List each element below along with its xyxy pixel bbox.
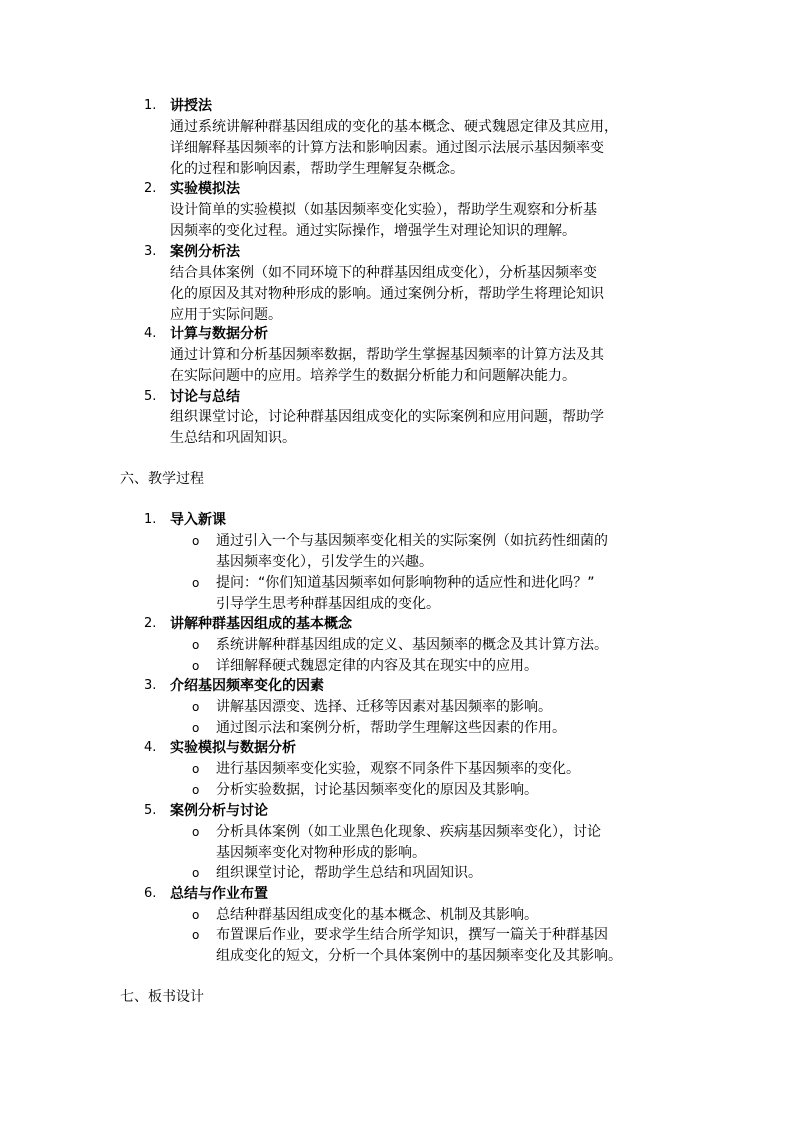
text-line: 因频率的变化过程。通过实际操作，增强学生对理论知识的理解。 bbox=[170, 222, 576, 239]
section-heading-teaching-process: 六、教学过程 bbox=[120, 471, 204, 487]
step-title: 总结与作业布置 bbox=[170, 886, 268, 902]
method-title: 案例分析法 bbox=[170, 244, 240, 260]
bullet-icon: o bbox=[192, 638, 200, 652]
bullet-icon: o bbox=[192, 721, 200, 735]
text-line: 分析实验数据，讨论基因频率变化的原因及其影响。 bbox=[216, 782, 538, 798]
text-line: 详细解释硬式魏恩定律的内容及其在现实中的应用。 bbox=[216, 658, 538, 674]
text-line: 组织课堂讨论，帮助学生总结和巩固知识。 bbox=[216, 865, 482, 881]
text-line: 详细解释基因频率的计算方法和影响因素。通过图示法展示基因频率变 bbox=[170, 139, 604, 156]
text-line: 生总结和巩固知识。 bbox=[170, 429, 296, 446]
method-title: 讨论与总结 bbox=[170, 389, 240, 405]
bullet-icon: o bbox=[192, 908, 200, 922]
bullet-icon: o bbox=[192, 659, 200, 673]
text-line: 通过计算和分析基因频率数据，帮助学生掌握基因频率的计算方法及其 bbox=[170, 347, 604, 363]
text-line: 结合具体案例（如不同环境下的种群基因组成变化），分析基因频率变 bbox=[170, 265, 597, 281]
bullet-text bbox=[216, 573, 686, 615]
bullet-text bbox=[216, 822, 686, 864]
method-description bbox=[170, 263, 690, 325]
text-line: 化的原因及其对物种形成的影响。通过案例分析，帮助学生将理论知识 bbox=[170, 285, 604, 302]
bullet-text bbox=[216, 863, 686, 884]
text-line: 布置课后作业，要求学生结合所学知识，撰写一篇关于种群基因 bbox=[216, 927, 608, 943]
bullet-text bbox=[216, 759, 686, 780]
bullet-text bbox=[216, 697, 686, 718]
text-line: 进行基因频率变化实验，观察不同条件下基因频率的变化。 bbox=[216, 761, 580, 777]
method-description bbox=[170, 117, 690, 179]
text-line: 通过系统讲解种群基因组成的变化的基本概念、硬式魏恩定律及其应用， bbox=[170, 119, 618, 135]
bullet-text bbox=[216, 780, 686, 801]
text-line: 化的过程和影响因素，帮助学生理解复杂概念。 bbox=[170, 160, 464, 177]
bullet-text bbox=[216, 718, 686, 739]
list-number: 4. bbox=[144, 740, 157, 755]
text-line: 基因频率变化），引发学生的兴趣。 bbox=[216, 553, 433, 570]
text-line: 总结种群基因组成变化的基本概念、机制及其影响。 bbox=[216, 907, 538, 923]
bullet-icon: o bbox=[192, 576, 200, 590]
text-line: 分析具体案例（如工业黑色化现象、疾病基因频率变化），讨论 bbox=[216, 824, 601, 840]
method-title: 讲授法 bbox=[170, 98, 212, 114]
text-line: 通过引入一个与基因频率变化相关的实际案例（如抗药性细菌的 bbox=[216, 533, 608, 549]
bullet-text bbox=[216, 905, 686, 926]
text-line: 引导学生思考种群基因组成的变化。 bbox=[216, 595, 440, 612]
bullet-icon: o bbox=[192, 866, 200, 880]
method-description bbox=[170, 345, 690, 387]
text-line: 应用于实际问题。 bbox=[170, 306, 282, 323]
method-title: 计算与数据分析 bbox=[170, 326, 268, 342]
bullet-icon: o bbox=[192, 928, 200, 942]
section-heading-board-design: 七、板书设计 bbox=[120, 989, 204, 1005]
bullet-icon: o bbox=[192, 783, 200, 797]
text-line: 讲解基因漂变、选择、迁移等因素对基因频率的影响。 bbox=[216, 699, 552, 715]
text-line: 提问：“你们知道基因频率如何影响物种的适应性和进化吗？” bbox=[216, 575, 595, 591]
list-number: 3. bbox=[144, 678, 157, 693]
method-title: 实验模拟法 bbox=[170, 181, 240, 197]
step-title: 实验模拟与数据分析 bbox=[170, 740, 296, 756]
bullet-text bbox=[216, 635, 686, 656]
list-number: 4. bbox=[144, 326, 157, 341]
list-number: 2. bbox=[144, 181, 157, 196]
list-number: 5. bbox=[144, 389, 157, 404]
bullet-text bbox=[216, 925, 686, 967]
text-line: 在实际问题中的应用。培养学生的数据分析能力和问题解决能力。 bbox=[170, 367, 576, 384]
method-description bbox=[170, 407, 690, 449]
text-line: 基因频率变化对物种形成的影响。 bbox=[216, 844, 426, 861]
list-number: 3. bbox=[144, 244, 157, 259]
bullet-icon: o bbox=[192, 762, 200, 776]
text-line: 组织课堂讨论，讨论种群基因组成变化的实际案例和应用问题，帮助学 bbox=[170, 409, 604, 425]
text-line: 设计简单的实验模拟（如基因频率变化实验），帮助学生观察和分析基 bbox=[170, 202, 597, 218]
bullet-text bbox=[216, 531, 686, 573]
list-number: 1. bbox=[144, 98, 157, 113]
text-line: 系统讲解种群基因组成的定义、基因频率的概念及其计算方法。 bbox=[216, 637, 608, 653]
step-title: 导入新课 bbox=[170, 512, 226, 528]
bullet-icon: o bbox=[192, 700, 200, 714]
step-title: 讲解种群基因组成的基本概念 bbox=[170, 616, 352, 632]
list-number: 5. bbox=[144, 803, 157, 818]
text-line: 组成变化的短文，分析一个具体案例中的基因频率变化及其影响。 bbox=[216, 947, 622, 964]
bullet-text bbox=[216, 656, 686, 677]
bullet-icon: o bbox=[192, 534, 200, 548]
bullet-icon: o bbox=[192, 825, 200, 839]
list-number: 6. bbox=[144, 886, 157, 901]
method-description bbox=[170, 200, 690, 242]
step-title: 案例分析与讨论 bbox=[170, 803, 268, 819]
list-number: 1. bbox=[144, 512, 157, 527]
list-number: 2. bbox=[144, 616, 157, 631]
text-line: 通过图示法和案例分析，帮助学生理解这些因素的作用。 bbox=[216, 720, 566, 736]
step-title: 介绍基因频率变化的因素 bbox=[170, 678, 324, 694]
